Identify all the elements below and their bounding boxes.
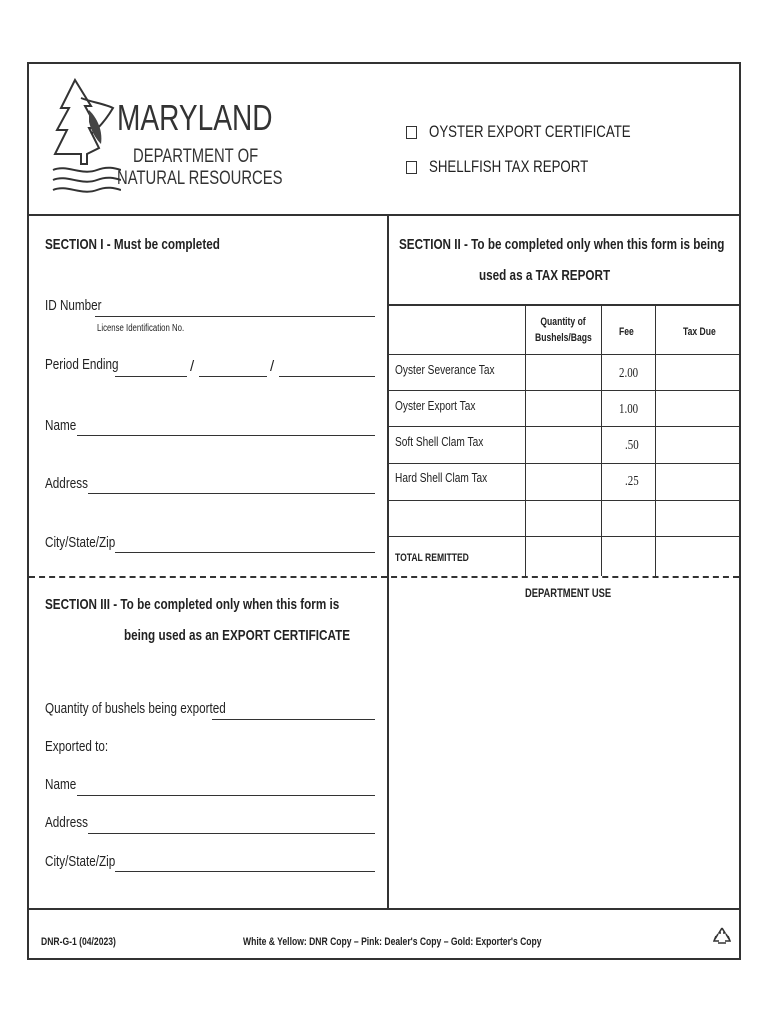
fee-soft-shell-clam: .50 (625, 438, 639, 453)
logo-maryland: MARYLAND (117, 97, 273, 138)
table-line (388, 536, 739, 537)
recycle-icon (713, 926, 731, 946)
section3-address-field[interactable] (88, 833, 375, 834)
id-number-field[interactable] (95, 316, 375, 317)
quantity-exported-label: Quantity of bushels being exported (45, 700, 226, 717)
table-col-line (655, 304, 656, 576)
table-line (388, 500, 739, 501)
row-label-oyster-export: Oyster Export Tax (395, 398, 476, 413)
logo-dept-line2: NATURAL RESOURCES (117, 168, 283, 189)
row-label-hard-shell-clam: Hard Shell Clam Tax (395, 470, 488, 485)
table-line (388, 463, 739, 464)
section1-address-field[interactable] (88, 493, 375, 494)
oyster-export-checkbox[interactable] (406, 126, 417, 139)
fee-oyster-severance: 2.00 (619, 366, 639, 381)
form-container (27, 62, 741, 960)
section3-city-field[interactable] (115, 871, 375, 872)
period-slash-2: / (270, 358, 275, 375)
section1-title: SECTION I - Must be completed (45, 236, 220, 253)
shellfish-tax-label: SHELLFISH TAX REPORT (429, 157, 589, 176)
table-line (388, 426, 739, 427)
row-label-soft-shell-clam: Soft Shell Clam Tax (395, 434, 484, 449)
table-line (388, 354, 739, 355)
col-header-quantity: Quantity of Bushels/Bags (535, 316, 592, 344)
section3-name-label: Name (45, 776, 77, 793)
section-separator (29, 576, 739, 578)
section1-name-label: Name (45, 417, 77, 434)
period-day-field[interactable] (199, 376, 267, 377)
period-year-field[interactable] (279, 376, 375, 377)
table-top-line (388, 304, 739, 306)
header-divider (29, 214, 739, 216)
footer-divider (29, 908, 739, 910)
logo-dept-line1: DEPARTMENT OF (133, 146, 259, 167)
qty-oyster-export-input[interactable] (527, 392, 599, 424)
qty-soft-shell-clam-input[interactable] (527, 428, 599, 461)
period-slash-1: / (190, 358, 195, 375)
fee-oyster-export: 1.00 (619, 402, 639, 417)
section2-title-line2: used as a TAX REPORT (479, 267, 611, 284)
section1-city-label: City/State/Zip (45, 534, 116, 551)
section1-name-field[interactable] (77, 435, 375, 436)
total-remitted-label: TOTAL REMITTED (395, 552, 469, 564)
col-header-tax-due: Tax Due (683, 326, 716, 338)
period-ending-label: Period Ending (45, 356, 119, 373)
table-col-line (601, 304, 602, 576)
fee-hard-shell-clam: .25 (625, 474, 639, 489)
tree-emblem-icon (51, 78, 121, 202)
section3-name-field[interactable] (77, 795, 375, 796)
shellfish-tax-checkbox[interactable] (406, 161, 417, 174)
id-number-caption: License Identification No. (97, 323, 185, 334)
row-label-oyster-severance: Oyster Severance Tax (395, 362, 495, 377)
period-month-field[interactable] (115, 376, 187, 377)
qty-oyster-severance-input[interactable] (527, 356, 599, 388)
qty-hard-shell-clam-input[interactable] (527, 465, 599, 498)
quantity-exported-field[interactable] (212, 719, 375, 720)
form-id: DNR-G-1 (04/2023) (41, 936, 116, 948)
col-header-fee: Fee (619, 326, 634, 338)
section1-address-label: Address (45, 475, 88, 492)
taxdue-soft-shell-clam-input[interactable] (657, 428, 737, 461)
section1-city-field[interactable] (115, 552, 375, 553)
department-use-label: DEPARTMENT USE (525, 586, 612, 600)
taxdue-oyster-export-input[interactable] (657, 392, 737, 424)
taxdue-hard-shell-clam-input[interactable] (657, 465, 737, 498)
copy-distribution: White & Yellow: DNR Copy – Pink: Dealer's Copy – Gold: Exporter's Copy (243, 936, 542, 948)
center-divider (387, 214, 389, 908)
oyster-export-label: OYSTER EXPORT CERTIFICATE (429, 122, 631, 141)
section3-city-label: City/State/Zip (45, 853, 116, 870)
id-number-label: ID Number (45, 297, 102, 314)
section2-title-line1: SECTION II - To be completed only when this form is being (399, 236, 725, 253)
section3-title-line1: SECTION III - To be completed only when this form is (45, 596, 340, 613)
taxdue-oyster-severance-input[interactable] (657, 356, 737, 388)
section3-address-label: Address (45, 814, 88, 831)
exported-to-label: Exported to: (45, 738, 109, 755)
dnr-logo (51, 78, 283, 202)
table-line (388, 390, 739, 391)
section3-title-line2: being used as an EXPORT CERTIFICATE (124, 627, 351, 644)
total-remitted-input[interactable] (657, 538, 737, 574)
